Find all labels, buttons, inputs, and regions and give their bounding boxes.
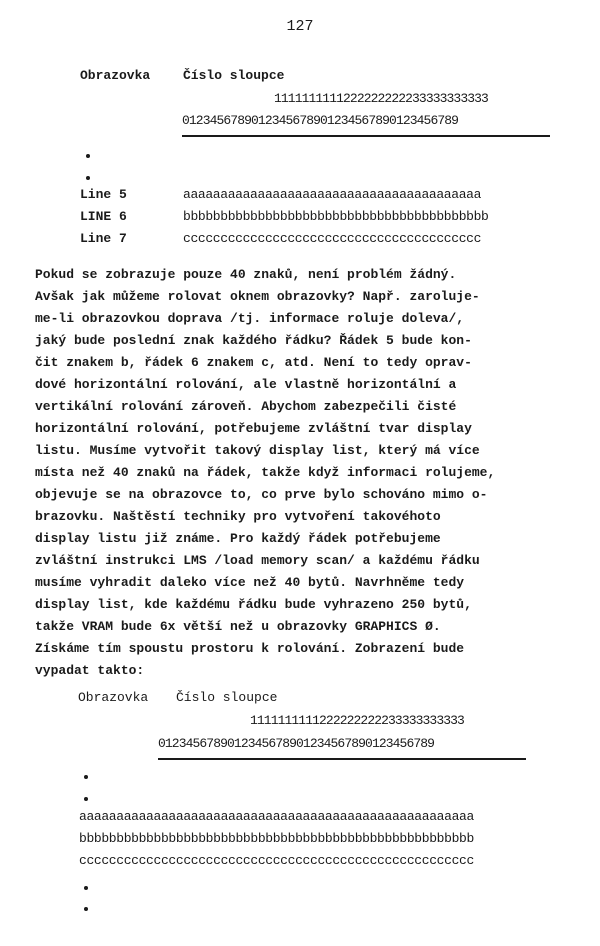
paragraph-line: vypadat takto: bbox=[35, 663, 145, 678]
table-1-row-content: aaaaaaaaaaaaaaaaaaaaaaaaaaaaaaaaaaaaaaaa bbox=[183, 187, 482, 202]
table-1-digits-tens: 1111111111222222222233333333333 bbox=[274, 91, 488, 106]
paragraph-line: Získáme tím spoustu prostoru k rolování. Zobrazení bude bbox=[35, 641, 465, 656]
table-1-header-left: Obrazovka bbox=[80, 68, 151, 83]
table-1-row-label: Line 7 bbox=[80, 231, 127, 246]
paragraph-line: Avšak jak můžeme rolovat oknem obrazovky? Např. zaroluje- bbox=[35, 289, 480, 304]
paragraph-line: zvláštní instrukci LMS /load memory scan/ a každému řádku bbox=[35, 553, 480, 568]
paragraph-line: místa než 40 znaků na řádek, takže když informaci rolujeme, bbox=[35, 465, 496, 480]
table-2-dot-bottom-2 bbox=[84, 907, 88, 911]
page-number: 127 bbox=[286, 18, 314, 35]
table-2-row-content: bbbbbbbbbbbbbbbbbbbbbbbbbbbbbbbbbbbbbbbbbbbbbbbbbbbbb bbox=[79, 831, 474, 846]
table-1-dot-1 bbox=[86, 154, 90, 158]
paragraph-line: dové horizontální rolování, ale vlastně horizontální a bbox=[35, 377, 457, 392]
body-paragraph bbox=[35, 264, 567, 682]
table-1-dot-2 bbox=[86, 176, 90, 180]
paragraph-line: horizontální rolování, potřebujeme zvláštní tvar display bbox=[35, 421, 472, 436]
paragraph-line: objevuje se na obrazovce to, co prve bylo schováno mimo o- bbox=[35, 487, 488, 502]
paragraph-line: vertikální rolování zároveň. Abychom zabezpečili čisté bbox=[35, 399, 457, 414]
table-1-rule bbox=[182, 135, 550, 137]
table-2-header-right: Číslo sloupce bbox=[176, 690, 278, 705]
paragraph-line: musíme vyhradit daleko více než 40 bytů. Navrhněme tedy bbox=[35, 575, 465, 590]
table-2-digits-units: 0123456789012345678901234567890123456789 bbox=[158, 736, 435, 751]
table-2-header-left: Obrazovka bbox=[78, 690, 149, 705]
table-2-dot-top-2 bbox=[84, 797, 88, 801]
paragraph-line: čit znakem b, řádek 6 znakem c, atd. Není to tedy oprav- bbox=[35, 355, 472, 370]
table-2-digits-tens: 1111111111222222222233333333333 bbox=[250, 713, 464, 728]
table-2-dot-bottom-1 bbox=[84, 886, 88, 890]
paragraph-line: display listu již známe. Pro každý řádek potřebujeme bbox=[35, 531, 441, 546]
paragraph-line: Pokud se zobrazuje pouze 40 znaků, není problém žádný. bbox=[35, 267, 457, 282]
paragraph-line: me-li obrazovkou doprava /tj. informace roluje doleva/, bbox=[35, 311, 465, 326]
table-2-rule bbox=[158, 758, 526, 760]
table-1-row-label: Line 5 bbox=[80, 187, 127, 202]
table-2-row-content: aaaaaaaaaaaaaaaaaaaaaaaaaaaaaaaaaaaaaaaaaaaaaaaaaaaaa bbox=[79, 809, 474, 824]
paragraph-line: display list, kde každému řádku bude vyhrazeno 250 bytů, bbox=[35, 597, 472, 612]
paragraph-line: takže VRAM bude 6x větší než u obrazovky GRAPHICS Ø. bbox=[35, 619, 441, 634]
table-1-row-content: cccccccccccccccccccccccccccccccccccccccc bbox=[183, 231, 482, 246]
table-2-row-content: ccccccccccccccccccccccccccccccccccccccccccccccccccccc bbox=[79, 853, 474, 868]
table-1-digits-units: 0123456789012345678901234567890123456789 bbox=[182, 113, 459, 128]
paragraph-line: jaký bude poslední znak každého řádku? Řádek 5 bude kon- bbox=[35, 333, 472, 348]
paragraph-line: brazovku. Naštěstí techniky pro vytvoření takovéhoto bbox=[35, 509, 441, 524]
table-1-header-right: Číslo sloupce bbox=[183, 68, 285, 83]
table-1-row-content: bbbbbbbbbbbbbbbbbbbbbbbbbbbbbbbbbbbbbbbbb bbox=[183, 209, 489, 224]
table-2-dot-top-1 bbox=[84, 775, 88, 779]
table-1-row-label: LINE 6 bbox=[80, 209, 127, 224]
paragraph-line: listu. Musíme vytvořit takový display list, který má více bbox=[35, 443, 480, 458]
